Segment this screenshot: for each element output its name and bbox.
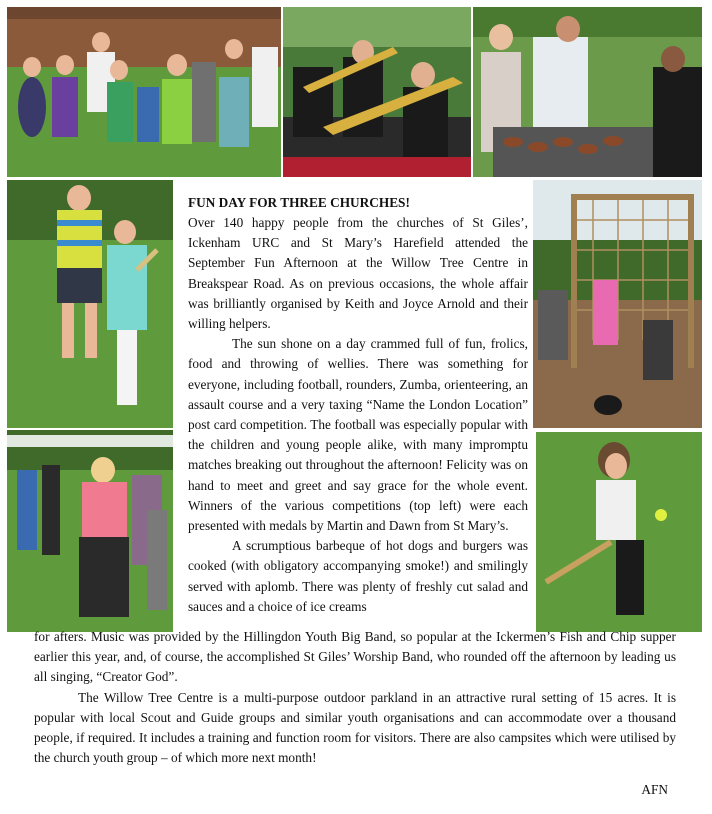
photo-batting-girl xyxy=(536,432,702,632)
paragraph-intro: Over 140 happy people from the churches of St Giles’, Ickenham URC and St Mary’s Harefield attended the September Fun Afternoon at the Willow Tree Centre in Breakspear Road. As on previous occasions, the whole affair was brilliantly organised by Keith and Joyce Arnold and their willing helpers. xyxy=(188,215,528,332)
photo-big-band xyxy=(283,7,471,177)
photo-zumba xyxy=(7,430,173,632)
article-wide-section xyxy=(34,627,676,768)
photo-barbeque xyxy=(473,7,702,177)
paragraph-activities: The sun shone on a day crammed full of fun, frolics, food and throwing of wellies. There was something for everyone, including football, rounders, Zumba, orienteering, an assault course and a very taxing “Name the London Location” post card competition. The football was especially popular with the children and young people alike, with many impromptu matches breaking out throughout the afternoon! Felicity was on hand to meet and greet and say grace for the whole event. Winners of the various competitions (top left) were each presented with medals by Martin and Dawn from St Mary’s. xyxy=(188,336,528,534)
article-column xyxy=(188,193,528,617)
headline: FUN DAY FOR THREE CHURCHES! xyxy=(188,195,410,210)
paragraph-willow-tree: The Willow Tree Centre is a multi-purpose outdoor parkland in an attractive rural setting of 15 acres. It is popular with local Scout and Guide groups and similar youth organisations and can accommodate over a thousand people, if required. It includes a training and function room for visitors. There are also campsites which were utilised by the church youth group – of which more next month! xyxy=(34,689,676,766)
paragraph-music: for afters. Music was provided by the Hillingdon Youth Big Band, so popular at the Ickermen’s Fish and Chip supper earlier this year, and, of course, the accomplished St Giles’ Worship Band, who rounded off the afternoon by leading us all singing, “Creator God”. xyxy=(34,629,676,685)
author-signoff: AFN xyxy=(641,782,668,797)
paragraph-barbeque: A scrumptious barbeque of hot dogs and burgers was cooked (with obligatory accompanying smoke!) and smilingly served with aplomb. There was plenty of freshly cut salad and sauces and a choice of ice creams xyxy=(188,538,528,614)
photo-climbing-frame xyxy=(533,180,702,428)
photo-rounders xyxy=(7,180,173,428)
photo-group-winners xyxy=(7,7,281,177)
